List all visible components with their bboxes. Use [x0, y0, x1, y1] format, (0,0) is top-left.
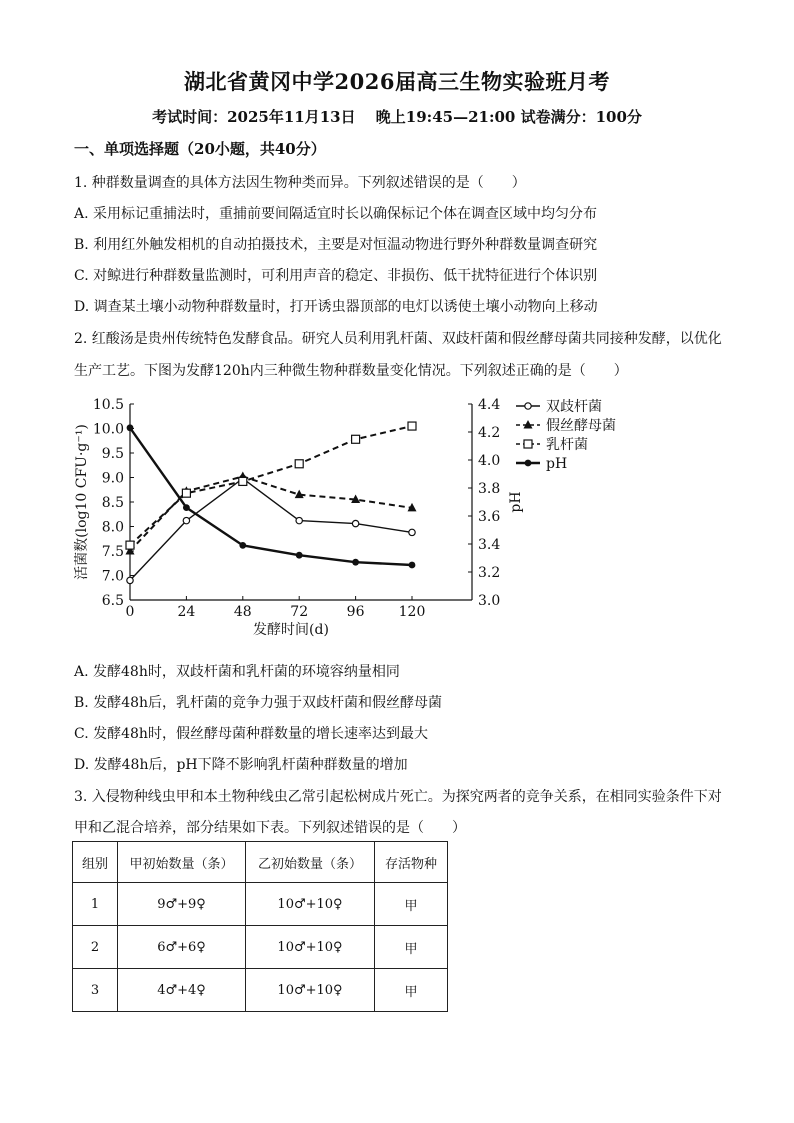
exam-info: 考试时间：2025年11月13日 晚上19:45—21:00 试卷满分：100分	[152, 108, 642, 126]
y-right-tick-label: 3.4	[478, 537, 501, 553]
table-cell: 9♂+9♀	[118, 883, 246, 926]
x-tick-label: 24	[177, 604, 196, 620]
x-tick-label: 0	[125, 604, 135, 620]
series-line-0	[130, 478, 412, 580]
question-3-stem-line1: 3. 入侵物种线虫甲和本土物种线虫乙常引起松树成片死亡。为探究两者的竞争关系，在相同实验条件下对	[74, 789, 722, 805]
table-cell: 甲	[375, 926, 448, 969]
data-point	[295, 460, 303, 468]
series-line-3	[130, 428, 412, 565]
x-tick-label: 72	[290, 604, 309, 620]
legend-label: pH	[546, 456, 568, 472]
data-point	[239, 542, 246, 549]
table-cell: 3	[73, 969, 118, 1012]
y-right-tick-label: 4.0	[478, 453, 501, 469]
question-3-stem-line2: 甲和乙混合培养，部分结果如下表。下列叙述错误的是（ ）	[74, 820, 466, 836]
legend-label: 乳杆菌	[546, 437, 588, 453]
y-right-tick-label: 3.8	[478, 481, 501, 497]
data-point	[127, 577, 133, 583]
table-cell: 1	[73, 883, 118, 926]
question-2-stem-line1: 2. 红酸汤是贵州传统特色发酵食品。研究人员利用乳杆菌、双歧杆菌和假丝酵母菌共同接种发酵，以优化	[74, 331, 722, 347]
y-axis-title: 活菌数(log10 CFU·g⁻¹)	[74, 424, 90, 580]
question-1-option-d: D. 调查某土壤小动物种群数量时，打开诱虫器顶部的电灯以诱使土壤小动物向上移动	[74, 299, 598, 315]
data-point	[409, 529, 415, 535]
question-2-option-b: B. 发酵48h后，乳杆菌的竞争力强于双歧杆菌和假丝酵母菌	[74, 695, 443, 711]
table-cell: 4♂+4♀	[118, 969, 246, 1012]
x-axis-title: 发酵时间(d)	[253, 622, 329, 638]
table-cell: 2	[73, 926, 118, 969]
table-row	[73, 969, 448, 1012]
legend-marker	[525, 403, 531, 409]
data-point	[296, 517, 302, 523]
table-cell: 10♂+10♀	[246, 883, 375, 926]
legend-label: 假丝酵母菌	[546, 418, 616, 434]
y-right-tick-label: 3.6	[478, 509, 501, 525]
legend-label: 双歧杆菌	[546, 399, 602, 415]
data-point	[182, 489, 190, 497]
legend-marker	[524, 440, 532, 448]
y-tick-label: 9.5	[101, 446, 124, 462]
table-header-row	[73, 842, 448, 883]
data-point	[126, 541, 134, 549]
x-tick-label: 48	[233, 604, 252, 620]
question-1-option-a: A. 采用标记重捕法时，重捕前要间隔适宜时长以确保标记个体在调查区域中均匀分布	[74, 206, 598, 222]
data-point	[408, 422, 416, 430]
y-right-tick-label: 3.0	[478, 593, 501, 609]
y-tick-label: 9.0	[101, 470, 124, 487]
data-point	[409, 562, 416, 569]
data-point	[295, 490, 304, 499]
y-right-tick-label: 3.2	[478, 565, 501, 581]
question-2-option-a: A. 发酵48h时，双歧杆菌和乳杆菌的环境容纳量相同	[74, 664, 400, 680]
table-header-cell: 存活物种	[375, 842, 448, 883]
table-header-cell: 组别	[73, 842, 118, 883]
y-tick-label: 6.5	[101, 593, 124, 609]
x-tick-label: 120	[398, 604, 426, 620]
table-header-cell: 乙初始数量（条）	[246, 842, 375, 883]
y-tick-label: 8.0	[101, 519, 124, 536]
y-tick-label: 10.5	[92, 397, 124, 413]
table-cell: 甲	[375, 969, 448, 1012]
data-point	[296, 552, 303, 559]
y-tick-label: 7.5	[101, 544, 124, 560]
question-1-option-c: C. 对鲸进行种群数量监测时，可利用声音的稳定、非损伤、低干扰特征进行个体识别	[74, 268, 598, 284]
question-2-option-d: D. 发酵48h后，pH下降不影响乳杆菌种群数量的增加	[74, 757, 408, 773]
question-1-stem: 1. 种群数量调查的具体方法因生物种类而异。下列叙述错误的是（ ）	[74, 175, 526, 191]
x-tick-label: 96	[346, 604, 365, 620]
table-header-cell: 甲初始数量（条）	[118, 842, 246, 883]
y-right-axis-title: pH	[508, 491, 524, 513]
table-row	[73, 926, 448, 969]
question-1-option-b: B. 利用红外触发相机的自动拍摄技术，主要是对恒温动物进行野外种群数量调查研究	[74, 237, 598, 253]
y-right-tick-label: 4.2	[478, 425, 501, 441]
section-heading: 一、单项选择题（20小题，共40分）	[74, 140, 326, 158]
table-cell: 甲	[375, 883, 448, 926]
data-point	[127, 424, 134, 431]
y-right-tick-label: 4.4	[478, 397, 501, 413]
data-point	[239, 477, 247, 485]
data-point	[352, 435, 360, 443]
data-point	[352, 520, 358, 526]
question-2-option-c: C. 发酵48h时，假丝酵母菌种群数量的增长速率达到最大	[74, 726, 428, 742]
data-point	[183, 517, 189, 523]
table-cell: 10♂+10♀	[246, 969, 375, 1012]
fermentation-chart	[70, 390, 630, 640]
y-tick-label: 10.0	[92, 421, 124, 438]
y-tick-label: 7.0	[101, 568, 124, 585]
question-2-stem-line2: 生产工艺。下图为发酵120h内三种微生物种群数量变化情况。下列叙述正确的是（ ）	[74, 363, 628, 379]
data-point	[352, 559, 359, 566]
page-title: 湖北省黄冈中学2026届高三生物实验班月考	[184, 69, 610, 94]
legend-marker	[525, 460, 532, 467]
y-tick-label: 8.5	[101, 495, 124, 511]
competition-table	[72, 841, 448, 1012]
table-row	[73, 883, 448, 926]
data-point	[183, 504, 190, 511]
table-cell: 10♂+10♀	[246, 926, 375, 969]
legend-marker	[524, 420, 533, 429]
table-cell: 6♂+6♀	[118, 926, 246, 969]
